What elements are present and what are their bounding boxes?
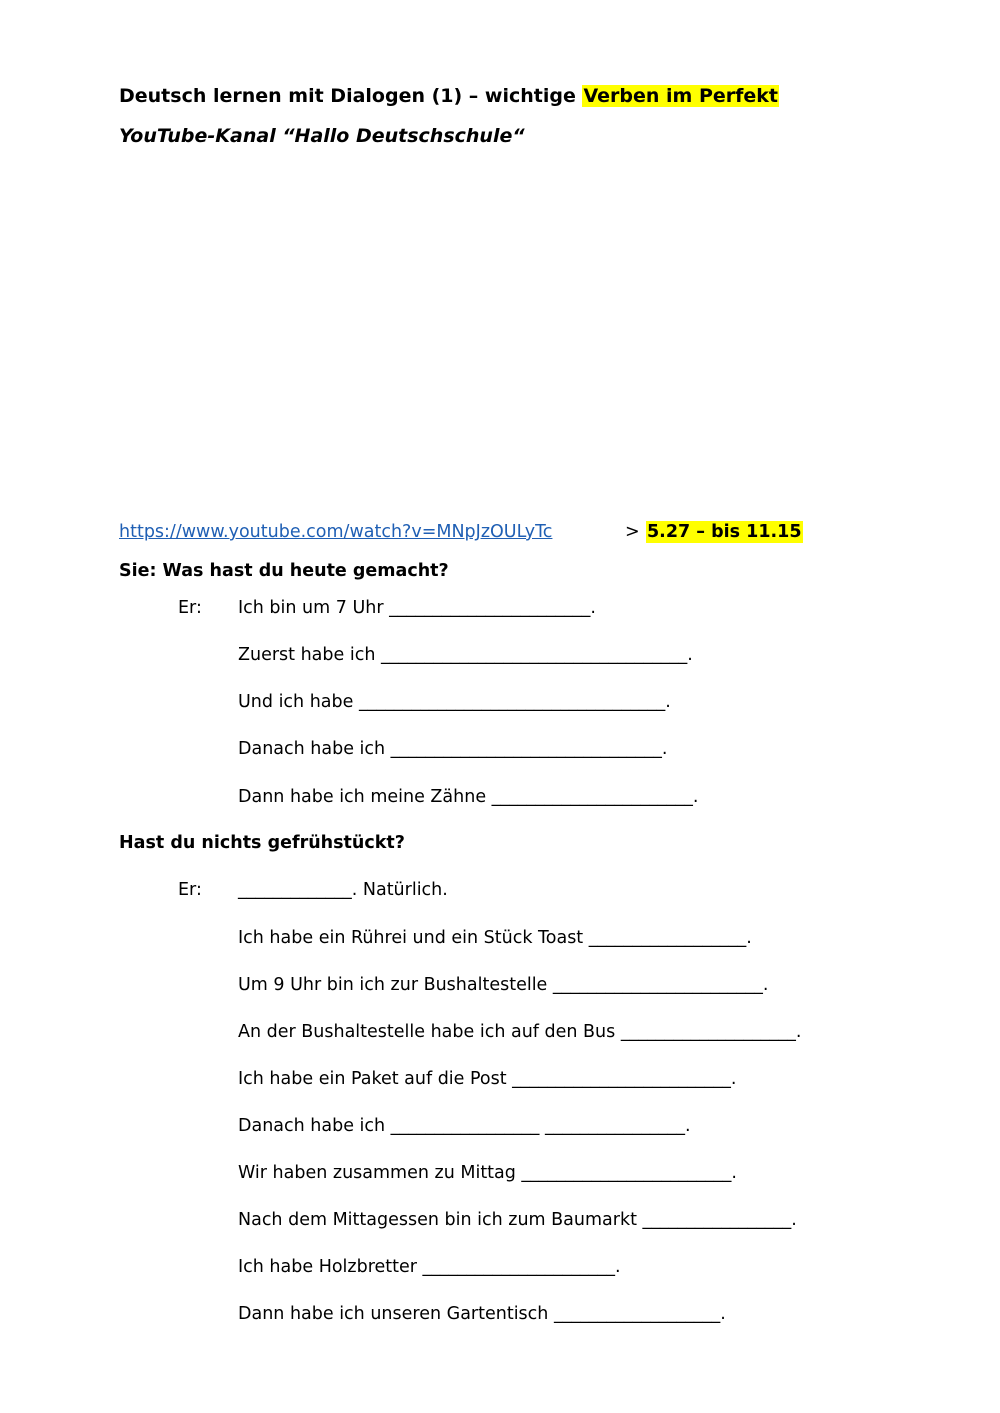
time-range: 5.27 – bis 11.15 (647, 522, 802, 542)
exercise-line: An der Bushaltestelle habe ich auf den Bus ____________________. (238, 1022, 802, 1042)
exercise-line: Ich bin um 7 Uhr _______________________. (238, 598, 596, 618)
section2-question: Hast du nichts gefrühstückt? (119, 833, 405, 853)
exercise-line: Dann habe ich meine Zähne _______________________. (238, 787, 699, 807)
exercise-line: Nach dem Mittagessen bin ich zum Baumarkt _________________. (238, 1210, 797, 1230)
exercise-line: Zuerst habe ich ___________________________________. (238, 645, 693, 665)
exercise-line: Dann habe ich unseren Gartentisch ___________________. (238, 1304, 726, 1324)
title-highlight: Verben im Perfekt (583, 85, 779, 107)
exercise-line: Und ich habe ___________________________________. (238, 692, 671, 712)
arrow-marker: > (625, 522, 640, 542)
exercise-line: Wir haben zusammen zu Mittag ________________________. (238, 1163, 737, 1183)
page-subtitle: YouTube-Kanal “Hallo Deutschschule“ (119, 125, 525, 147)
exercise-line: _____________. Natürlich. (238, 880, 448, 900)
section1-question: Sie: Was hast du heute gemacht? (119, 561, 449, 581)
exercise-line: Danach habe ich _______________________________. (238, 739, 668, 759)
section1-speaker: Er: (178, 598, 202, 618)
title-text: Deutsch lernen mit Dialogen (1) – wichtige (119, 85, 583, 107)
exercise-line: Danach habe ich _________________ ________________. (238, 1116, 691, 1136)
exercise-line: Um 9 Uhr bin ich zur Bushaltestelle ________________________. (238, 975, 769, 995)
section2-speaker: Er: (178, 880, 202, 900)
page-title (119, 84, 779, 108)
youtube-link[interactable]: https://www.youtube.com/watch?v=MNpJzOULyTc (119, 522, 553, 542)
exercise-line: Ich habe ein Rührei und ein Stück Toast __________________. (238, 928, 752, 948)
video-reference (119, 521, 802, 543)
exercise-line: Ich habe ein Paket auf die Post _________________________. (238, 1069, 737, 1089)
exercise-line: Ich habe Holzbretter ______________________. (238, 1257, 621, 1277)
